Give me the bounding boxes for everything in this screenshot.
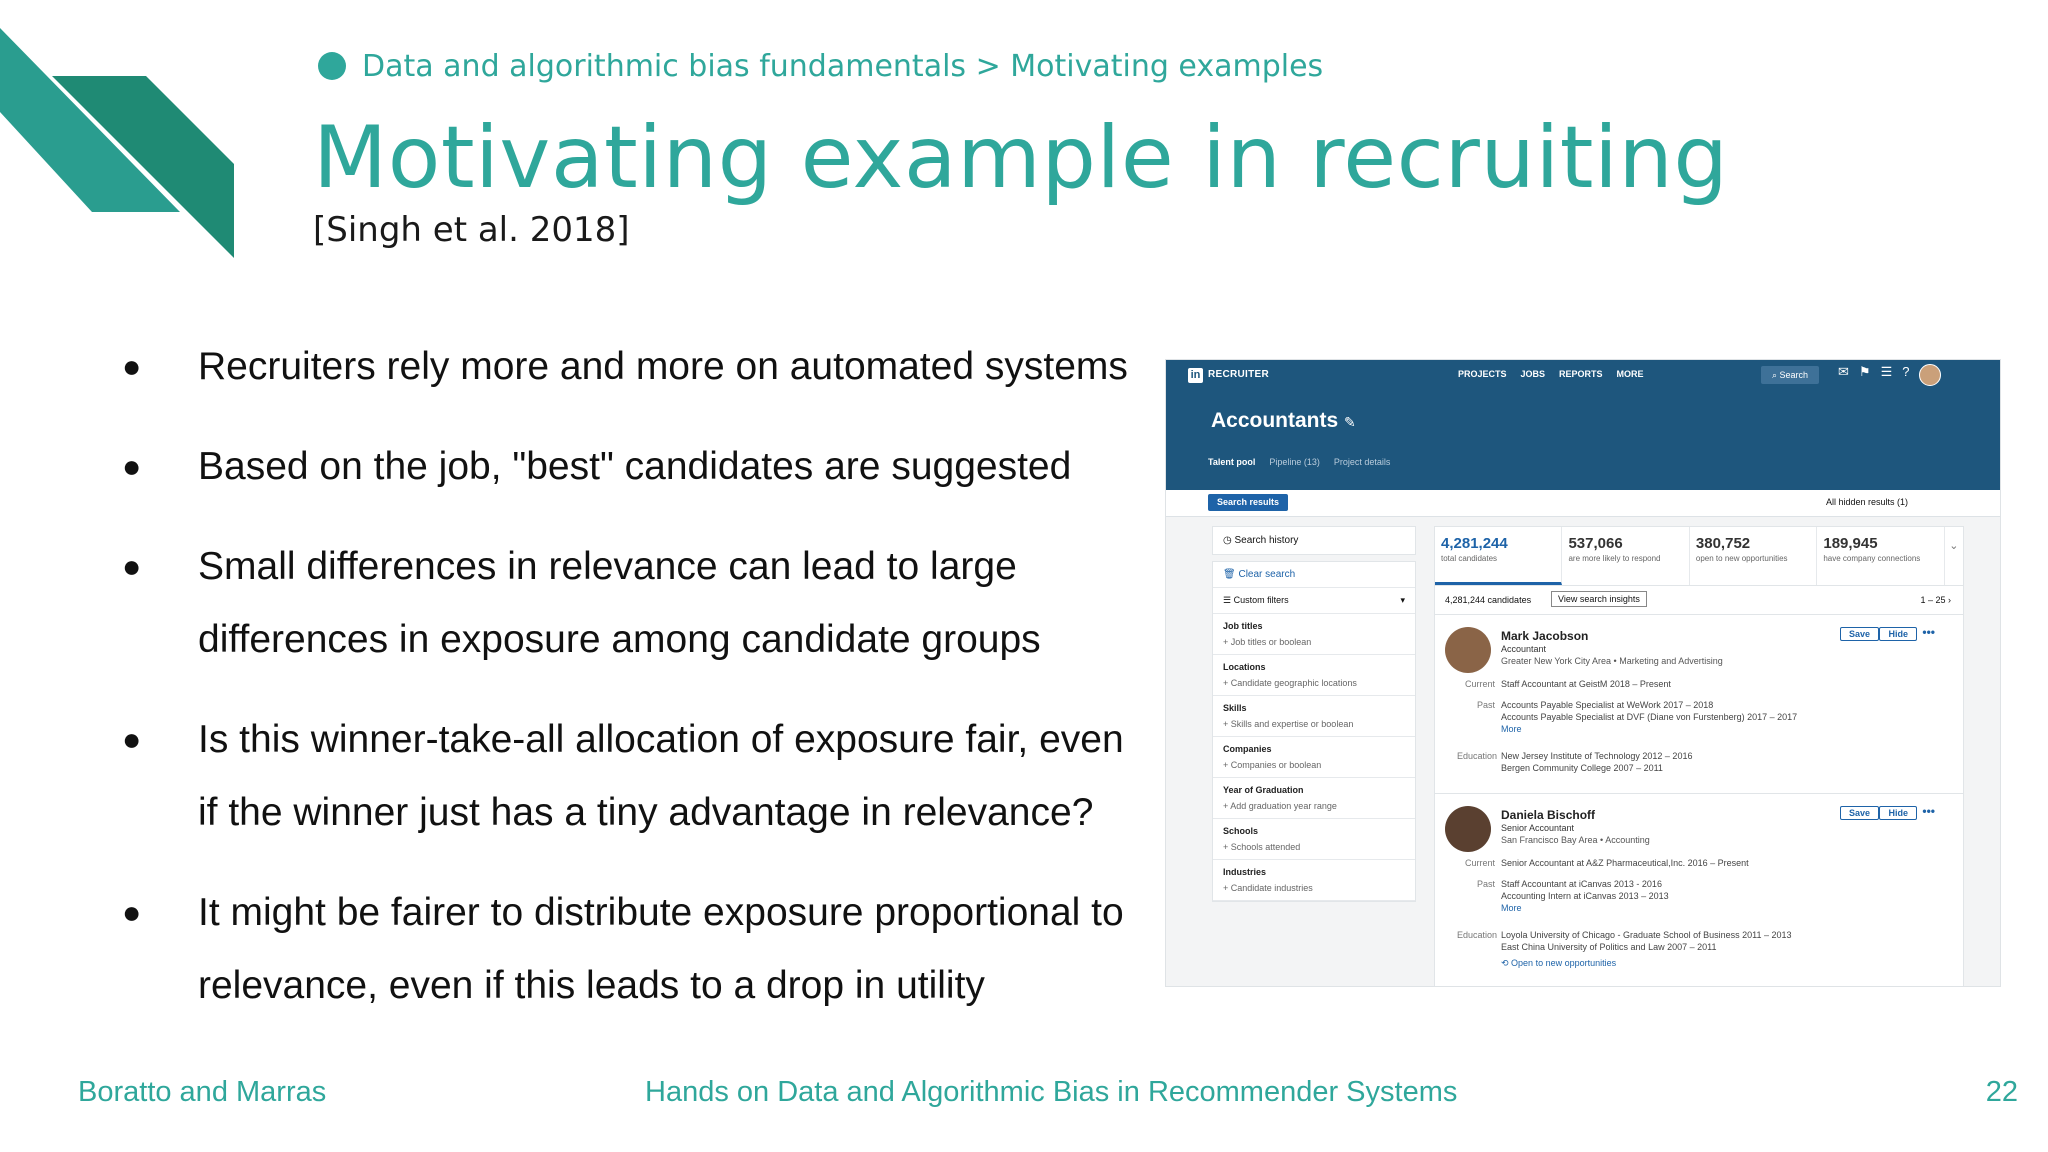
- filter-icon: ☰: [1223, 595, 1234, 605]
- stat-label: open to new opportunities: [1695, 554, 1788, 563]
- mail-icon[interactable]: ✉: [1838, 364, 1849, 379]
- view-insights-button[interactable]: View search insights: [1551, 591, 1647, 607]
- chevron-down-icon: ▾: [1400, 595, 1405, 605]
- project-title: [1211, 409, 1356, 433]
- candidate-role: Accountant: [1501, 644, 1547, 654]
- open-opportunities-icon: ⟲: [1501, 958, 1512, 968]
- custom-filters-label: Custom filters: [1233, 595, 1289, 605]
- tab-talent-pool[interactable]: Talent pool: [1208, 457, 1256, 467]
- recruiter-topbar: [1166, 360, 2000, 490]
- candidate-role: Senior Accountant: [1501, 823, 1575, 833]
- project-tabs: [1208, 457, 1390, 467]
- hide-button[interactable]: Hide: [1879, 806, 1917, 820]
- clear-search-label: Clear search: [1238, 569, 1296, 580]
- flag-icon[interactable]: ⚑: [1858, 364, 1871, 379]
- list-icon[interactable]: ☰: [1880, 364, 1893, 379]
- filter-heading: Job titles: [1223, 621, 1263, 631]
- filter-section: [1213, 778, 1415, 819]
- search-icon: ⌕: [1771, 370, 1780, 380]
- help-icon[interactable]: ?: [1902, 364, 1910, 379]
- current-label: Current: [1464, 679, 1495, 689]
- avatar[interactable]: [1919, 364, 1941, 386]
- custom-filters-row[interactable]: [1213, 588, 1415, 614]
- current-value: Staff Accountant at GeistM 2018 – Present: [1501, 679, 1671, 689]
- stat-label: have company connections: [1823, 554, 1921, 563]
- more-options-icon[interactable]: •••: [1922, 804, 1935, 818]
- candidate-photo: [1445, 806, 1491, 852]
- stat-value: 4,281,244: [1441, 535, 1508, 552]
- filter-add[interactable]: + Skills and expertise or boolean: [1223, 719, 1354, 729]
- breadcrumb-dot-icon: [318, 52, 346, 80]
- results-panel: [1434, 526, 1964, 987]
- hide-button[interactable]: Hide: [1879, 627, 1917, 641]
- past-label: Past: [1476, 879, 1495, 889]
- save-button[interactable]: Save: [1840, 806, 1879, 820]
- nav-more[interactable]: MORE: [1616, 369, 1644, 379]
- past-label: Past: [1476, 700, 1495, 710]
- filter-heading: Companies: [1223, 744, 1272, 754]
- search-label: Search: [1779, 370, 1809, 380]
- education-label: Education: [1457, 930, 1498, 940]
- bullet-list: [120, 330, 1140, 1049]
- corner-decoration: [0, 0, 240, 262]
- candidate-name[interactable]: Mark Jacobson: [1501, 629, 1589, 643]
- nav-jobs[interactable]: JOBS: [1520, 369, 1546, 379]
- bullet-mark: ●: [122, 721, 142, 757]
- filter-section: [1213, 696, 1415, 737]
- footer-talk-title: Hands on Data and Algorithmic Bias in Recommender Systems: [645, 1076, 1458, 1108]
- filter-heading: Schools: [1223, 826, 1259, 836]
- candidate-card[interactable]: [1435, 794, 1963, 972]
- candidate-location: San Francisco Bay Area • Accounting: [1501, 835, 1650, 845]
- recruiter-brand: RECRUITER: [1208, 369, 1270, 380]
- filter-section: [1213, 737, 1415, 778]
- education-label: Education: [1457, 751, 1498, 761]
- filter-section: [1213, 860, 1415, 901]
- search-history-card[interactable]: [1212, 526, 1416, 555]
- tab-project-details[interactable]: Project details: [1333, 457, 1391, 467]
- pencil-icon[interactable]: ✎: [1344, 414, 1356, 430]
- filter-section: [1213, 655, 1415, 696]
- recruiter-nav: [1458, 369, 1644, 379]
- stats-row: [1435, 527, 1963, 586]
- linkedin-logo-icon: in: [1188, 368, 1203, 383]
- bullet-text: Small differences in relevance can lead to large differences in exposure among candidate groups: [198, 545, 1041, 661]
- slide-citation: [Singh et al. 2018]: [313, 210, 630, 250]
- stat-label: total candidates: [1441, 554, 1498, 563]
- bullet-mark: ●: [122, 548, 142, 584]
- education-value: Loyola University of Chicago - Graduate School of Business 2011 – 2013: [1501, 930, 1792, 940]
- save-button[interactable]: Save: [1840, 627, 1879, 641]
- bullet-item: [120, 876, 1140, 1022]
- education-value: Bergen Community College 2007 – 2011: [1501, 763, 1663, 773]
- open-opportunities-label: Open to new opportunities: [1511, 958, 1617, 968]
- results-subbar: [1166, 490, 2000, 517]
- bullet-text: Based on the job, "best" candidates are suggested: [198, 445, 1072, 488]
- bullet-text: Is this winner-take-all allocation of exposure fair, even if the winner just has a tiny advantage in relevance?: [198, 718, 1124, 834]
- breadcrumb-text: Data and algorithmic bias fundamentals > Motivating examples: [362, 48, 1324, 84]
- filter-add[interactable]: + Candidate industries: [1223, 883, 1313, 893]
- recruiter-search-button[interactable]: [1761, 366, 1819, 384]
- current-value: Senior Accountant at A&Z Pharmaceutical,Inc. 2016 – Present: [1501, 858, 1749, 868]
- candidate-location: Greater New York City Area • Marketing and Advertising: [1501, 656, 1723, 666]
- footer-authors: Boratto and Marras: [78, 1076, 327, 1108]
- candidate-name[interactable]: Daniela Bischoff: [1501, 808, 1596, 822]
- more-link[interactable]: More: [1501, 903, 1522, 913]
- bullet-item: [120, 530, 1140, 676]
- tab-pipeline[interactable]: Pipeline (13): [1269, 457, 1320, 467]
- filter-section: [1213, 614, 1415, 655]
- breadcrumb: [318, 46, 1323, 86]
- clock-icon: ◷: [1223, 535, 1235, 546]
- bullet-item: [120, 703, 1140, 849]
- search-results-button[interactable]: Search results: [1208, 494, 1288, 511]
- search-history-label: Search history: [1234, 535, 1299, 546]
- nav-reports[interactable]: REPORTS: [1559, 369, 1603, 379]
- current-label: Current: [1464, 858, 1495, 868]
- filter-add[interactable]: + Add graduation year range: [1223, 801, 1337, 811]
- open-to-opportunities-link[interactable]: [1501, 958, 1616, 969]
- more-link[interactable]: More: [1501, 724, 1522, 734]
- filter-add[interactable]: + Companies or boolean: [1223, 760, 1322, 770]
- education-value: New Jersey Institute of Technology 2012 – 2016: [1501, 751, 1693, 761]
- project-title-text: Accountants: [1211, 409, 1339, 432]
- filter-add[interactable]: + Candidate geographic locations: [1223, 678, 1357, 688]
- stat-label: are more likely to respond: [1568, 554, 1661, 563]
- filter-sidebar: [1212, 526, 1416, 986]
- stat-total[interactable]: [1435, 527, 1562, 585]
- past-value: Accounts Payable Specialist at DVF (Diane von Furstenberg) 2017 – 2017: [1501, 712, 1798, 722]
- bullet-text: It might be fairer to distribute exposure proportional to relevance, even if this leads to a drop in utility: [198, 891, 1124, 1007]
- page-number: 22: [1985, 1076, 2018, 1108]
- filter-heading: Skills: [1223, 703, 1247, 713]
- filter-add[interactable]: + Schools attended: [1223, 842, 1301, 852]
- hidden-results-link[interactable]: All hidden results (1): [1825, 497, 1908, 507]
- filters-card: [1212, 561, 1416, 902]
- filter-heading: Industries: [1223, 867, 1267, 877]
- bullet-item: [120, 330, 1140, 403]
- stat-value: 380,752: [1695, 535, 1751, 552]
- stat-open[interactable]: [1690, 527, 1817, 585]
- more-options-icon[interactable]: •••: [1922, 625, 1935, 639]
- education-value: East China University of Politics and Law 2007 – 2011: [1501, 942, 1717, 952]
- filter-section: [1213, 819, 1415, 860]
- bullet-item: [120, 430, 1140, 503]
- count-row: [1435, 586, 1963, 615]
- filter-heading: Year of Graduation: [1223, 785, 1304, 795]
- stat-value: 537,066: [1568, 535, 1623, 552]
- bullet-mark: ●: [122, 348, 142, 384]
- past-value: Staff Accountant at iCanvas 2013 - 2016: [1501, 879, 1662, 889]
- filter-heading: Locations: [1223, 662, 1266, 672]
- stat-respond[interactable]: [1562, 527, 1689, 585]
- candidate-card[interactable]: [1435, 615, 1963, 794]
- past-value: Accounting Intern at iCanvas 2013 – 2013: [1501, 891, 1669, 901]
- candidate-count: 4,281,244 candidates: [1445, 595, 1532, 605]
- clear-search-row[interactable]: [1213, 562, 1415, 588]
- bullet-mark: ●: [122, 894, 142, 930]
- bullet-mark: ●: [122, 448, 142, 484]
- stat-value: 189,945: [1823, 535, 1878, 552]
- slide-title: Motivating example in recruiting: [313, 108, 1729, 208]
- topbar-icons: [1838, 364, 1941, 386]
- nav-projects[interactable]: PROJECTS: [1458, 369, 1507, 379]
- recruiter-screenshot: [1165, 359, 2001, 987]
- bullet-text: Recruiters rely more and more on automated systems: [198, 345, 1128, 388]
- filter-add[interactable]: + Job titles or boolean: [1223, 637, 1312, 647]
- stat-connections[interactable]: [1817, 527, 1944, 585]
- chevron-down-icon[interactable]: ⌄: [1949, 540, 1959, 552]
- trash-icon: 🗑: [1223, 569, 1239, 580]
- candidate-photo: [1445, 627, 1491, 673]
- past-value: Accounts Payable Specialist at WeWork 2017 – 2018: [1501, 700, 1714, 710]
- pagination[interactable]: 1 – 25 ›: [1920, 595, 1951, 605]
